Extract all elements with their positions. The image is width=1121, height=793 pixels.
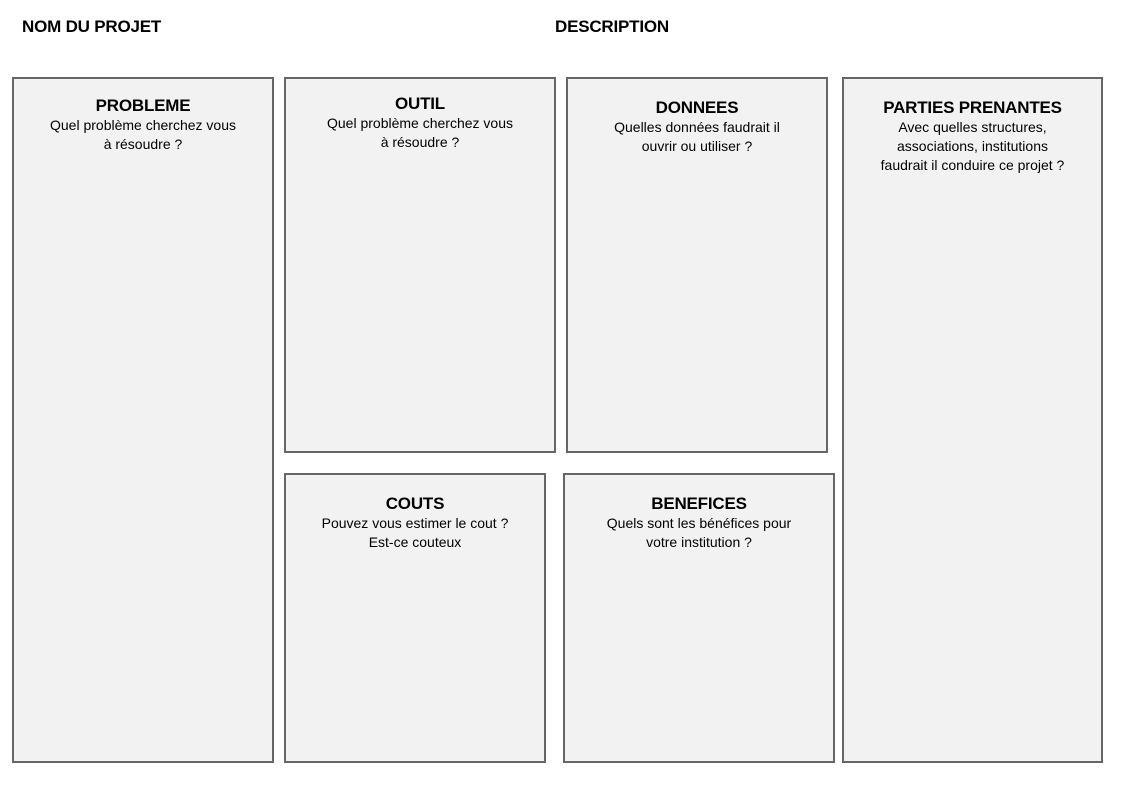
parties-prenantes-title: PARTIES PRENANTES [883,98,1062,117]
couts-panel[interactable] [284,473,546,763]
couts-question: Pouvez vous estimer le cout ? Est-ce couteux [321,515,509,550]
outil-question: Quel problème cherchez vous à résoudre ? [327,115,513,150]
donnees-title: DONNEES [655,98,739,117]
outil-title: OUTIL [395,94,445,113]
probleme-title: PROBLEME [95,96,191,115]
benefices-question: Quels sont les bénéfices pour votre institution ? [606,515,792,550]
couts-title: COUTS [385,494,445,513]
donnees-panel[interactable] [566,77,828,453]
project-name-heading: NOM DU PROJET [22,17,162,36]
donnees-question: Quelles données faudrait il ouvrir ou utiliser ? [614,119,780,154]
benefices-title: BENEFICES [651,494,747,513]
benefices-panel[interactable] [563,473,835,763]
probleme-question: Quel problème cherchez vous à résoudre ? [50,117,236,152]
probleme-panel[interactable] [12,77,274,763]
parties-prenantes-question: Avec quelles structures, associations, institutions faudrait il conduire ce projet ? [880,119,1065,173]
outil-panel[interactable] [284,77,556,453]
parties-prenantes-panel[interactable] [842,77,1103,763]
description-heading: DESCRIPTION [555,17,669,36]
